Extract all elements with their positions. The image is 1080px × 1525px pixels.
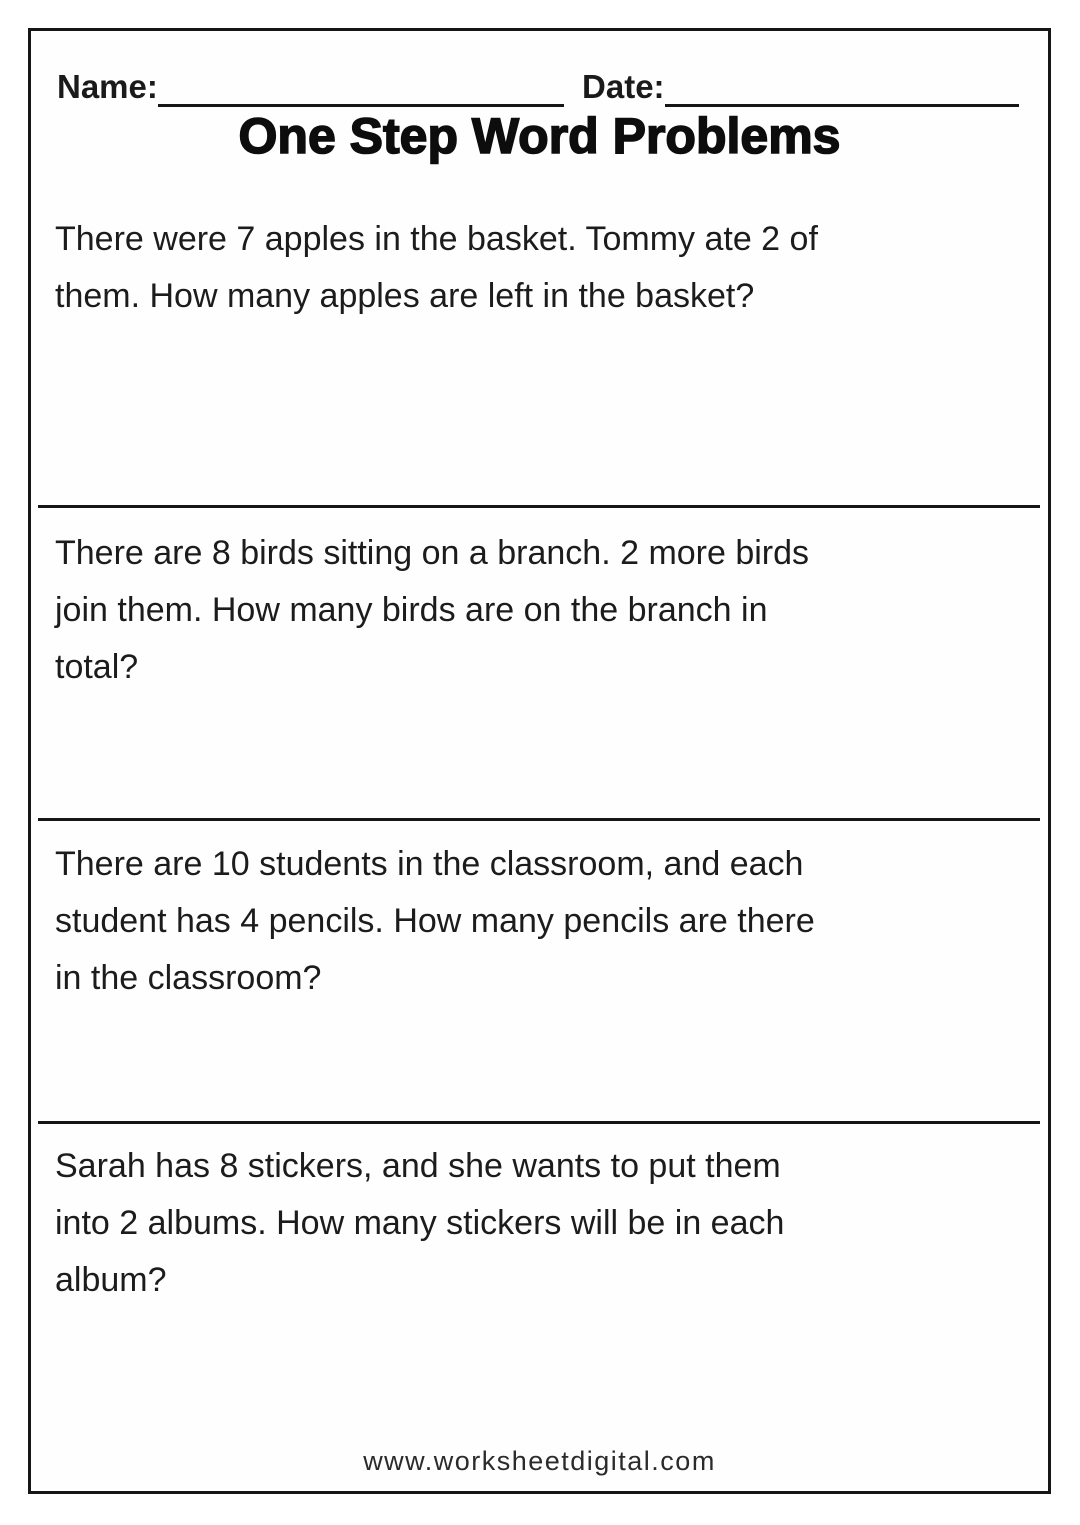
header-row: [57, 63, 1019, 107]
problem-3-line-3: in the classroom?: [55, 959, 322, 997]
problem-3-line-2: student has 4 pencils. How many pencils are there: [55, 902, 815, 940]
problem-1: [55, 211, 1015, 325]
date-blank-line: [665, 67, 1019, 107]
name-label: Name:: [57, 68, 158, 105]
problem-2: [55, 525, 1015, 696]
footer-url: www.worksheetdigital.com: [363, 1446, 716, 1476]
section-divider-3: [38, 1121, 1040, 1124]
problem-4: [55, 1138, 1015, 1309]
problem-1-line-2: them. How many apples are left in the basket?: [55, 277, 755, 315]
problem-2-line-1: There are 8 birds sitting on a branch. 2 more birds: [55, 534, 810, 572]
problem-3: [55, 836, 1015, 1007]
section-divider-2: [38, 818, 1040, 821]
problem-2-line-2: join them. How many birds are on the branch in: [55, 591, 768, 629]
problem-1-line-1: There were 7 apples in the basket. Tommy ate 2 of: [55, 220, 818, 258]
problem-3-line-1: There are 10 students in the classroom, and each: [55, 845, 804, 883]
problem-4-line-1: Sarah has 8 stickers, and she wants to put them: [55, 1147, 781, 1185]
name-blank-line: [158, 67, 564, 107]
section-divider-1: [38, 505, 1040, 508]
problem-4-line-2: into 2 albums. How many stickers will be in each: [55, 1204, 785, 1242]
problem-4-line-3: album?: [55, 1261, 167, 1299]
problem-2-line-3: total?: [55, 648, 139, 686]
page-title: One Step Word Problems: [238, 108, 841, 164]
page-border: [28, 28, 1051, 1494]
date-label: Date:: [582, 68, 665, 105]
